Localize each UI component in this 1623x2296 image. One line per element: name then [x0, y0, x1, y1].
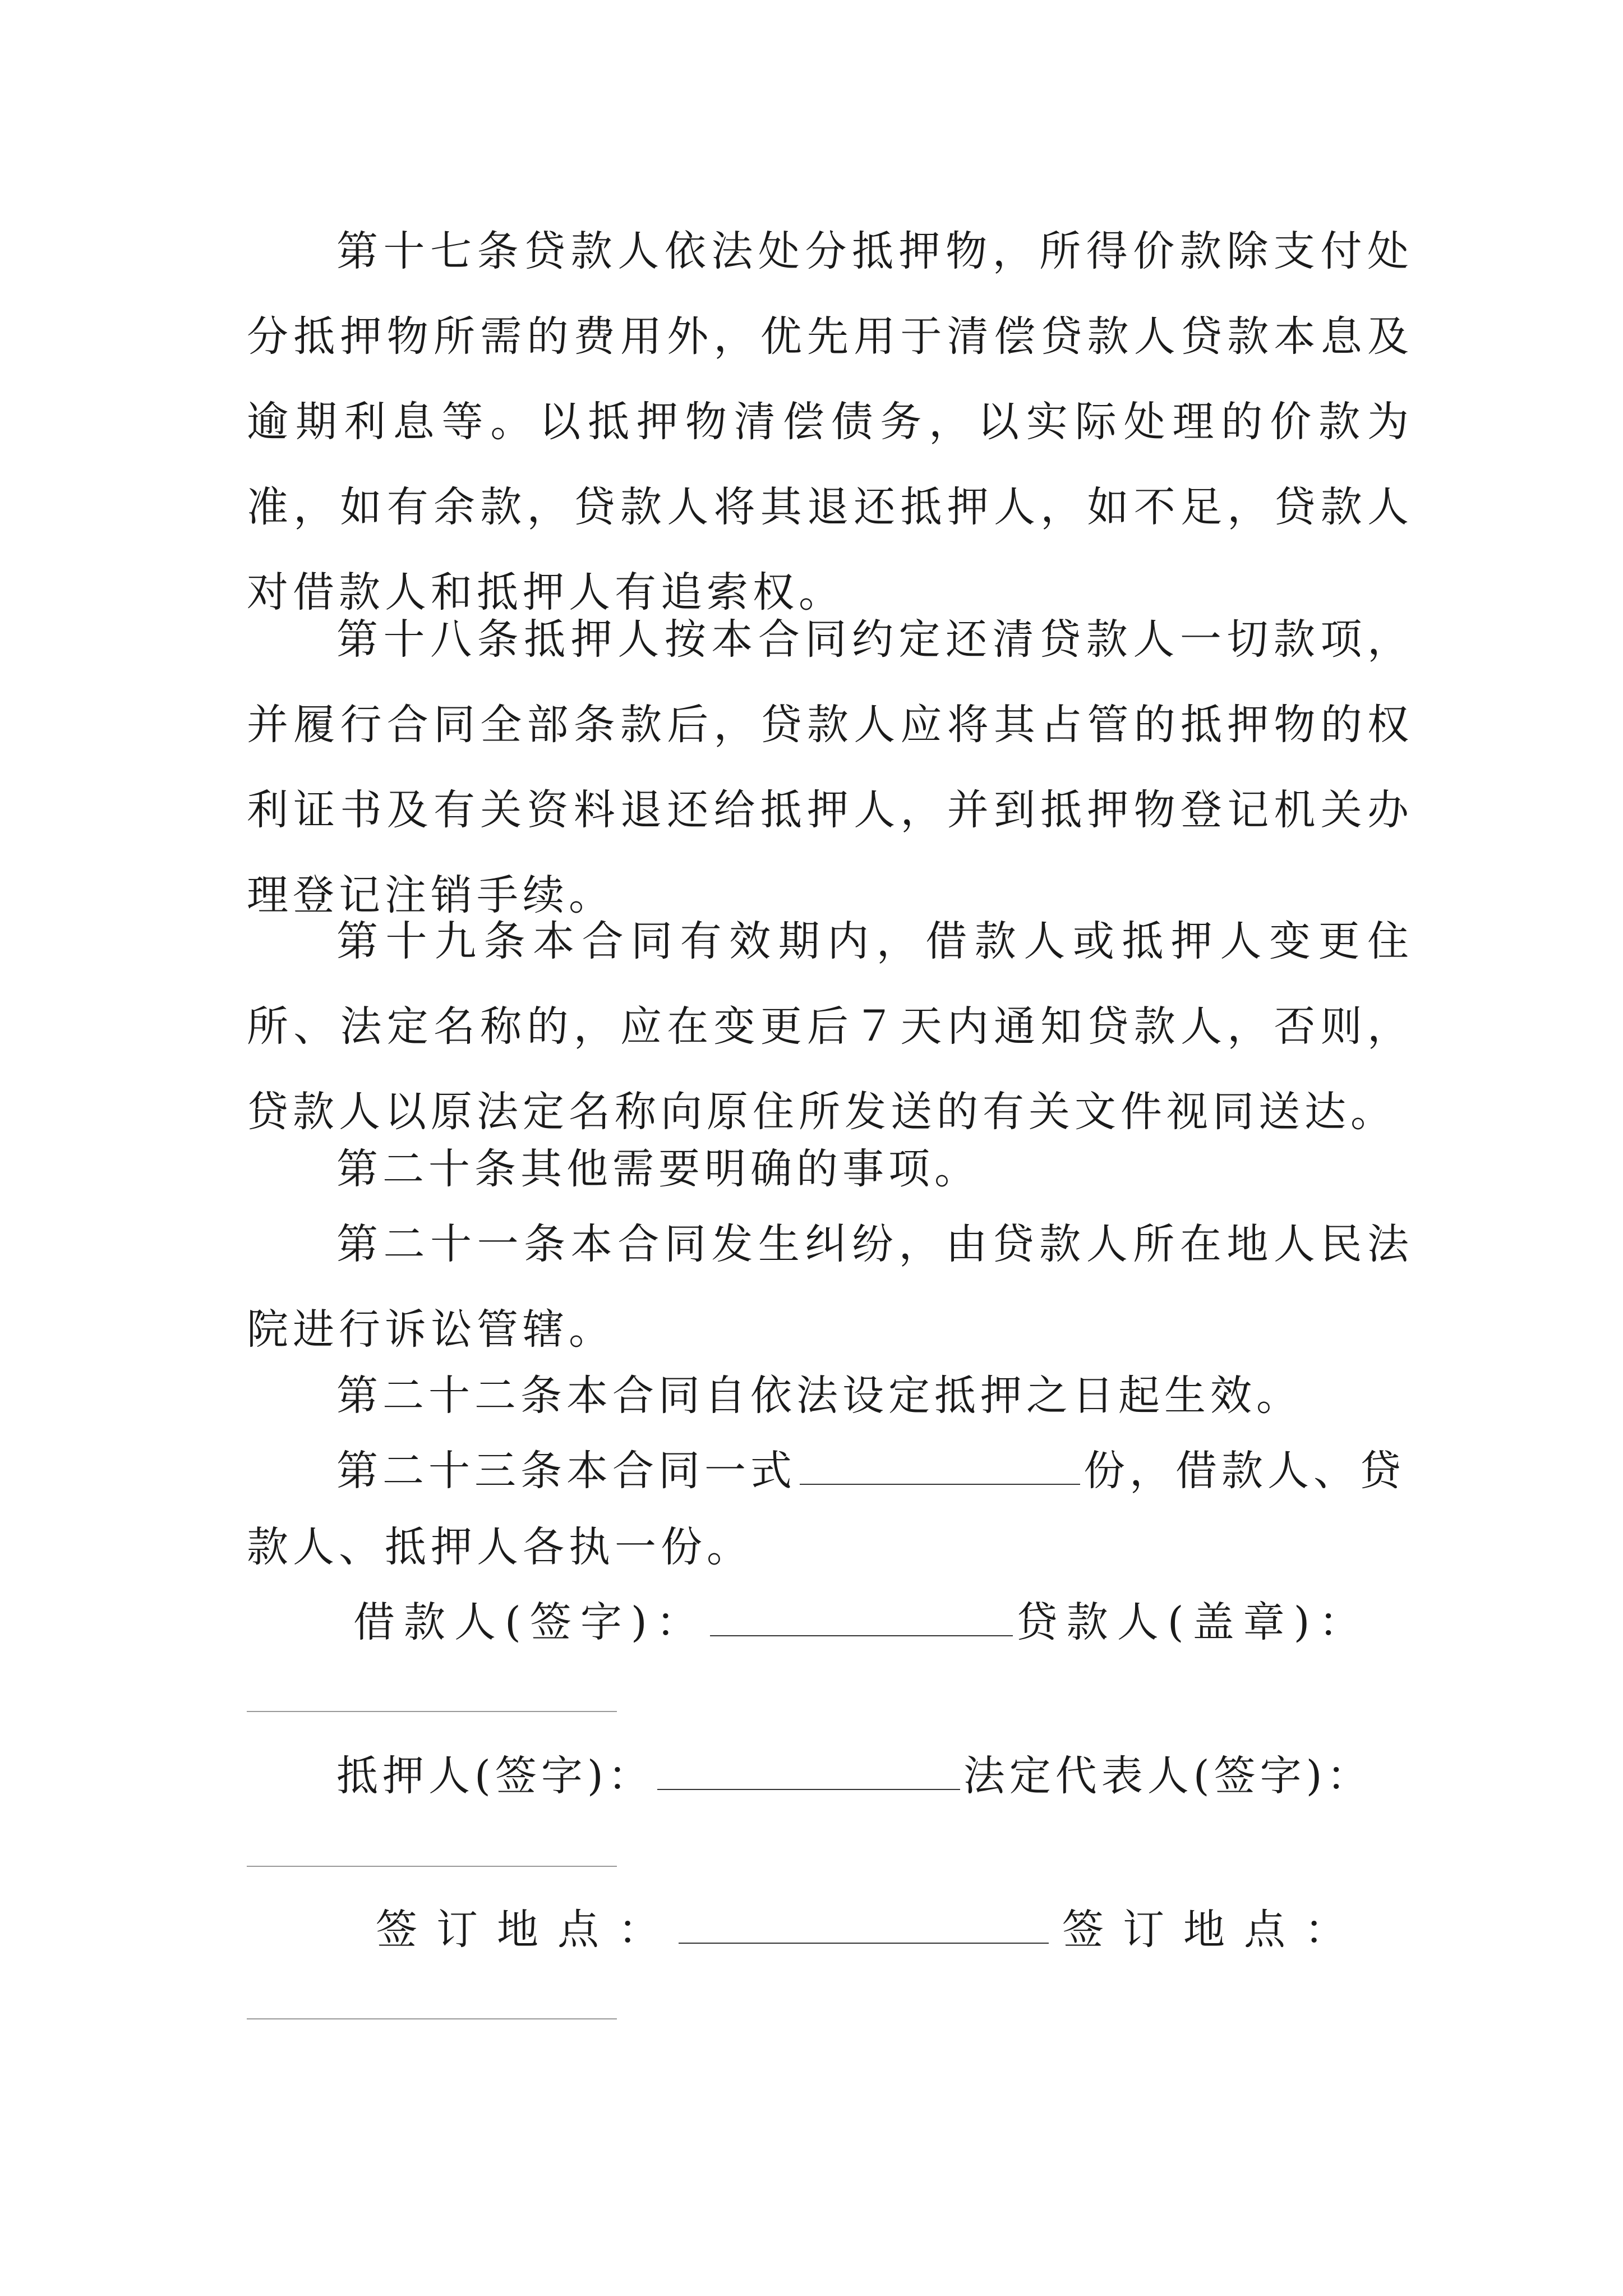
article-19: 第十九条本合同有效期内，借款人或抵押人变更住所、法定名称的，应在变更后７天内通知贷款人，否则，贷款人以原法定名称向原住所发送的有关文件视同送达。: [247, 917, 1413, 1136]
signing-place-label-2: 签订地点：: [1062, 1906, 1365, 1954]
signing-place-label-1: 签订地点：: [376, 1906, 679, 1954]
borrower-signature-blank: [710, 1596, 1013, 1636]
copies-blank: [800, 1444, 1080, 1485]
legal-rep-signature-label: 法定代表人(签字)：: [963, 1752, 1373, 1800]
article-23-prefix: 第二十三条本合同一式: [336, 1447, 796, 1495]
lender-seal-label: 贷款人(盖章)：: [1016, 1598, 1370, 1646]
article-17: 第十七条贷款人依法处分抵押物，所得价款除支付处分抵押物所需的费用外，优先用于清偿贷款人贷款本息及逾期利息等。以抵押物清偿债务，以实际处理的价款为准，如有余款，贷款人将其退还抵押人，如不足，贷款人对借款人和抵押人有追索权。: [247, 227, 1413, 616]
article-23-line: [336, 1428, 1405, 1513]
mortgagor-signature-label: 抵押人(签字)：: [336, 1752, 654, 1800]
signing-place-line: [376, 1887, 1365, 1972]
signing-place-blank-2: [247, 2018, 617, 2019]
borrower-lender-line: [353, 1580, 1370, 1665]
article-20: 第二十条其他需要明确的事项。: [336, 1145, 980, 1193]
article-18: 第十八条抵押人按本合同约定还清贷款人一切款项，并履行合同全部条款后，贷款人应将其占管的抵押物的权利证书及有关资料退还给抵押人，并到抵押物登记机关办理登记注销手续。: [247, 615, 1413, 919]
article-22: 第二十二条本合同自依法设定抵押之日起生效。: [336, 1372, 1302, 1420]
borrower-signature-label: 借款人(签字)：: [353, 1598, 707, 1646]
mortgagor-signature-blank: [657, 1750, 960, 1790]
article-23-continuation: 款人、抵押人各执一份。: [247, 1523, 753, 1571]
article-23-suffix: 份，借款人、贷: [1083, 1447, 1405, 1495]
lender-seal-blank: [247, 1711, 617, 1712]
mortgagor-legalrep-line: [336, 1733, 1373, 1819]
article-21: 第二十一条本合同发生纠纷，由贷款人所在地人民法院进行诉讼管辖。: [247, 1220, 1413, 1354]
legal-rep-signature-blank: [247, 1866, 617, 1867]
signing-place-blank-1: [679, 1903, 1049, 1944]
